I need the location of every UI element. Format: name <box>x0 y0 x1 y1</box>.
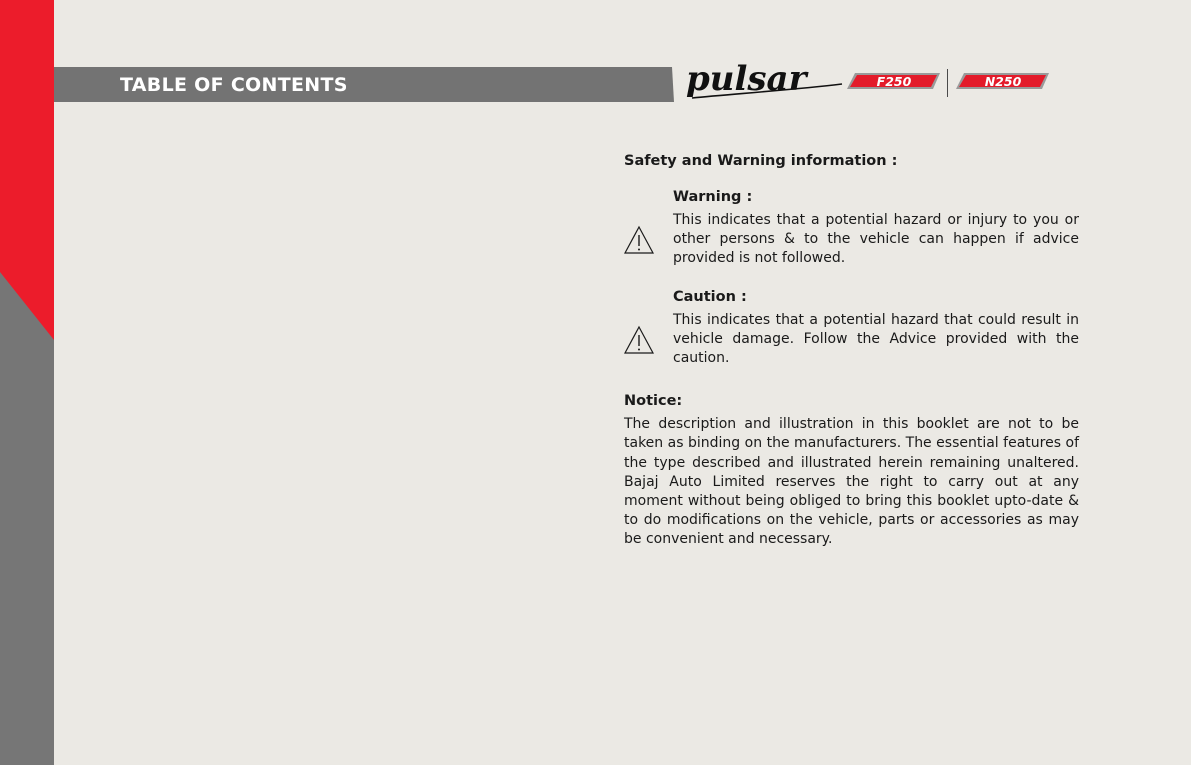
n250-badge-label: N250 <box>984 74 1022 89</box>
safety-content <box>624 150 1079 550</box>
warning-block <box>624 187 1079 269</box>
safety-section-title: Safety and Warning information : <box>624 153 898 169</box>
notice-label: Notice: <box>624 393 683 410</box>
notice-block <box>624 391 1079 549</box>
caution-text: This indicates that a potential hazard that could result in vehicle damage. Follow the Advice provided with the caution. <box>673 311 1079 367</box>
caution-block <box>624 287 1079 369</box>
warning-triangle-icon <box>624 225 654 255</box>
logo-divider <box>947 69 948 97</box>
warning-label: Warning : <box>673 189 753 205</box>
warning-text: This indicates that a potential hazard or injury to you or other persons & to the vehicle can happen if advice provided is not followed. <box>673 212 1079 267</box>
side-color-strip <box>0 0 54 765</box>
page-title: TABLE OF CONTENTS <box>120 74 348 96</box>
f250-badge <box>845 72 941 90</box>
caution-label: Caution : <box>673 288 747 305</box>
n250-badge <box>954 72 1050 90</box>
wordmark-text: pulsar <box>686 60 807 99</box>
notice-text: The description and illustration in this booklet are not to be taken as binding on the manufacturers. The essential features of the type described and illustrated herein remaining unaltered. Bajaj Auto Limited reserves the right to carry out at any moment without being obliged to bring this booklet upto-date & to do modifications on the vehicle, parts or accessories as may be convenient and necessary. <box>624 416 1079 548</box>
brand-logo <box>682 60 1054 106</box>
f250-badge-label: F250 <box>876 74 912 89</box>
caution-triangle-icon <box>624 325 654 355</box>
pulsar-wordmark <box>682 60 847 104</box>
